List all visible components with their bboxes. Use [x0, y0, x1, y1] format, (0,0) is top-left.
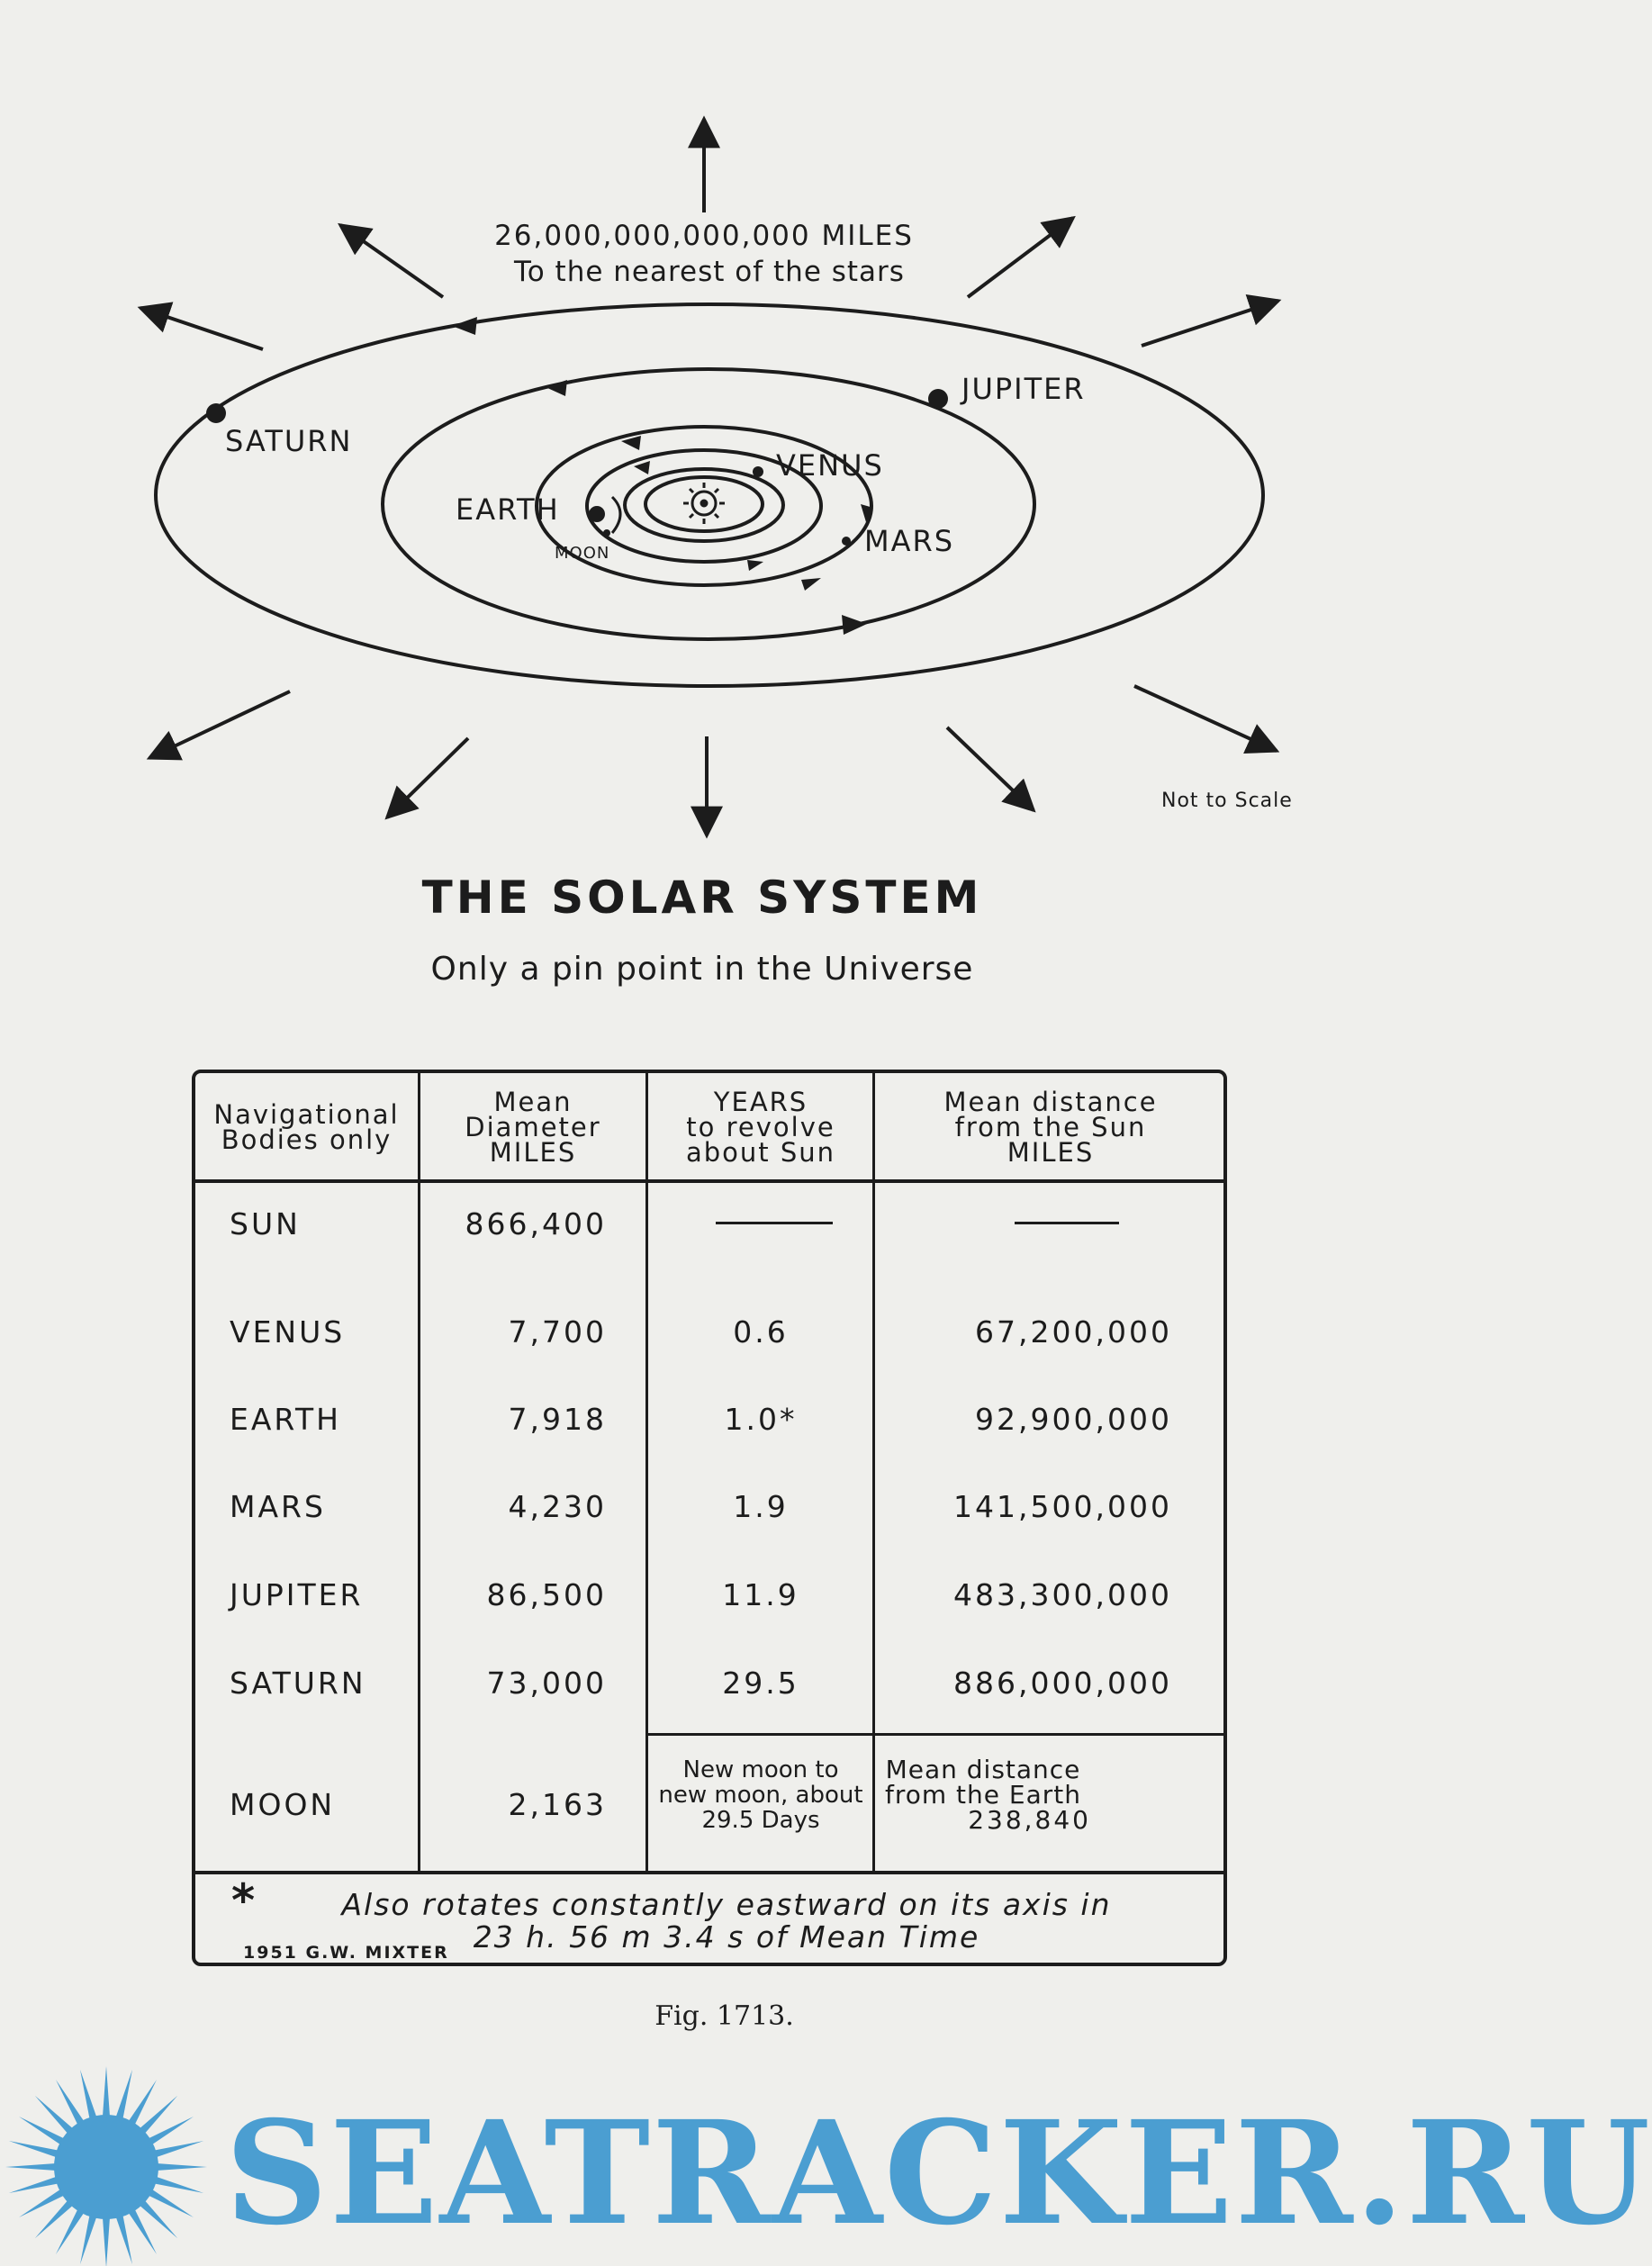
row-name: VENUS — [230, 1314, 346, 1350]
outward-arrow — [387, 738, 468, 817]
no-value-dash — [1015, 1222, 1119, 1224]
mars-dot — [842, 537, 851, 546]
orbit-direction-arrow — [546, 380, 567, 396]
moon-distance: Mean distance from the Earth 238,840 — [885, 1755, 1091, 1835]
row-name: MOON — [230, 1787, 336, 1822]
sun-logo-ray — [5, 2163, 56, 2171]
sun-logo-ray — [116, 2070, 132, 2119]
jupiter-dot — [928, 389, 948, 409]
outward-arrow — [149, 691, 290, 758]
row-distance: 92,900,000 — [975, 1402, 1172, 1437]
outward-arrow — [968, 218, 1073, 297]
header-diameter: Mean Diameter MILES — [465, 1087, 601, 1168]
header-distance: Mean distance from the Sun MILES — [943, 1087, 1158, 1168]
row-name: SUN — [230, 1206, 301, 1241]
row-name: EARTH — [230, 1402, 341, 1437]
footnote-line-1: Also rotates constantly eastward on its axis in — [341, 1887, 1112, 1922]
column-divider — [645, 1073, 648, 1873]
row-name: SATURN — [230, 1666, 366, 1701]
sun-logo-ray — [80, 2070, 96, 2119]
sun-logo-ray — [154, 2177, 203, 2193]
column-divider — [872, 1073, 875, 1873]
row-diameter: 866,400 — [465, 1206, 607, 1241]
row-distance: 483,300,000 — [953, 1577, 1172, 1612]
earth-label: EARTH — [456, 492, 560, 527]
footnote-divider — [195, 1871, 1223, 1874]
saturn-orbit — [156, 304, 1263, 686]
venus-label: VENUS — [776, 448, 884, 483]
orbit-direction-arrow — [747, 560, 763, 571]
row-years: 11.9 — [722, 1577, 799, 1612]
moon-period: New moon to new moon, about 29.5 Days — [658, 1756, 863, 1834]
watermark-text: SEATRACKER.RU — [225, 2090, 1652, 2257]
row-diameter: 73,000 — [486, 1666, 607, 1701]
orbit-direction-arrow — [634, 461, 650, 474]
jupiter-label: JUPITER — [961, 372, 1086, 406]
moon-orbit-arc — [612, 497, 620, 533]
header-divider — [195, 1179, 1223, 1183]
sun-logo-ray — [116, 2215, 132, 2264]
orbit-direction-arrow — [452, 317, 477, 335]
outward-arrow — [1134, 686, 1277, 751]
row-name: JUPITER — [230, 1577, 364, 1612]
row-diameter: 7,918 — [508, 1402, 607, 1437]
sun-logo-ray — [9, 2177, 59, 2193]
row-years: 29.5 — [722, 1666, 799, 1701]
moon-row-divider — [645, 1733, 1223, 1736]
sun-symbol — [683, 483, 725, 524]
figure-caption: Fig. 1713. — [654, 2000, 794, 2032]
row-diameter: 4,230 — [508, 1489, 607, 1524]
outward-arrow — [140, 308, 263, 349]
page-subtitle: Only a pin point in the Universe — [430, 951, 974, 988]
sun-logo-ray — [103, 2066, 110, 2117]
row-name: MARS — [230, 1489, 326, 1524]
no-value-dash — [716, 1222, 833, 1224]
row-years: 1.9 — [733, 1489, 789, 1524]
page-title: THE SOLAR SYSTEM — [421, 871, 983, 924]
row-years: 0.6 — [733, 1314, 789, 1350]
sun-logo-ray — [80, 2215, 96, 2264]
orbit-direction-arrow — [801, 578, 821, 591]
footnote-line-2: 23 h. 56 m 3.4 s of Mean Time — [473, 1919, 980, 1955]
header-bodies: Navigational Bodies only — [213, 1099, 400, 1155]
orbit-direction-arrow — [842, 615, 867, 635]
outward-arrow — [340, 225, 443, 297]
solar-system-diagram — [0, 0, 1449, 855]
venus-dot — [753, 466, 763, 477]
sun-logo-ray — [154, 2141, 203, 2157]
row-diameter: 2,163 — [508, 1787, 607, 1822]
row-distance: 886,000,000 — [953, 1666, 1172, 1701]
row-years: 1.0* — [724, 1402, 798, 1437]
row-diameter: 7,700 — [508, 1314, 607, 1350]
moon-label: MOON — [555, 544, 610, 563]
saturn-dot — [206, 403, 226, 423]
footnote-mark: * — [231, 1874, 258, 1927]
mars-label: MARS — [864, 524, 955, 558]
stars-distance-label: 26,000,000,000,000 MILES — [494, 220, 914, 252]
outward-arrow — [1142, 301, 1278, 346]
header-years: YEARS to revolve about Sun — [685, 1087, 836, 1168]
saturn-label: SATURN — [225, 424, 353, 458]
scale-note: Not to Scale — [1161, 790, 1293, 812]
sun-logo-ray — [9, 2141, 59, 2157]
sun-logo-ray — [103, 2217, 110, 2266]
credit-label: 1951 G.W. MIXTER — [243, 1943, 449, 1963]
planet-data-table — [192, 1070, 1227, 1966]
stars-caption-label: To the nearest of the stars — [514, 256, 905, 288]
sun-logo-icon — [0, 2057, 225, 2264]
sun-logo-ray — [157, 2163, 207, 2171]
moon-dot — [603, 529, 610, 537]
earth-dot — [589, 506, 605, 522]
row-distance: 67,200,000 — [975, 1314, 1172, 1350]
row-distance: 141,500,000 — [953, 1489, 1172, 1524]
column-divider — [418, 1073, 420, 1873]
outward-arrow — [947, 727, 1034, 810]
row-diameter: 86,500 — [486, 1577, 607, 1612]
